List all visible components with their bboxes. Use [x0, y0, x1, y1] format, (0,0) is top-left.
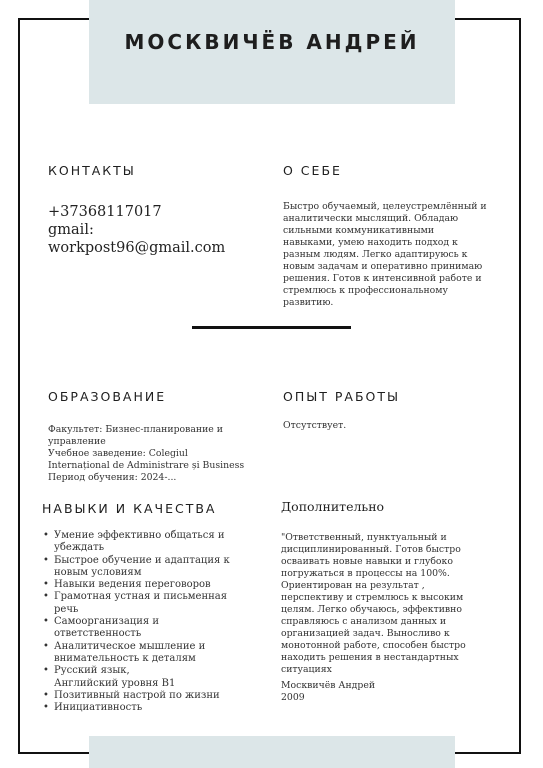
additional-line: находить решения в нестандартных	[281, 652, 459, 663]
additional-line: "Ответственный, пунктуальный и	[281, 532, 447, 543]
additional-line: монотонной работе, способен быстро	[281, 640, 466, 651]
education-heading: ОБРАЗОВАНИЕ	[48, 389, 167, 404]
skill-item: • Грамотная устная и письменная речь	[42, 591, 250, 616]
about-line: решения. Готов к интенсивной работе и	[283, 273, 482, 284]
email-label: gmail:	[48, 222, 94, 238]
education-line: Факультет: Бизнес-планирование и	[48, 424, 223, 435]
skill-item: • Аналитическое мышление и внимательность к деталям	[42, 641, 250, 666]
skill-item: • Самоорганизация и ответственность	[42, 616, 250, 641]
resume-name: МОСКВИЧЁВ АНДРЕЙ	[124, 30, 420, 54]
signature-name: Москвичёв Андрей	[281, 680, 376, 691]
skill-item: • Позитивный настрой по жизни	[42, 690, 250, 702]
contacts-heading: КОНТАКТЫ	[48, 163, 136, 178]
about-line: Быстро обучаемый, целеустремлённый и	[283, 201, 487, 212]
education-line: Internațional de Administrare și Business	[48, 460, 245, 471]
phone-number: +37368117017	[48, 204, 162, 220]
skill-item: • Умение эффективно общаться и убеждать	[42, 530, 250, 555]
about-text	[283, 201, 513, 309]
additional-heading: Дополнительно	[281, 499, 385, 514]
additional-line: перспективу и стремлюсь к высоким	[281, 592, 464, 603]
additional-line: справляюсь с анализом данных и	[281, 616, 447, 627]
additional-line: Ориентирован на результат ,	[281, 580, 425, 591]
skills-list	[42, 530, 250, 714]
about-heading: О СЕБЕ	[283, 163, 342, 178]
about-line: новым задачам и оперативно принимаю	[283, 261, 483, 272]
additional-line: ситуациях	[281, 664, 332, 675]
about-line: разным людям. Легко адаптируюсь к	[283, 249, 468, 260]
skills-heading: НАВЫКИ И КАЧЕСТВА	[42, 501, 217, 516]
email-address: workpost96@gmail.com	[48, 240, 226, 256]
skill-item: • Навыки ведения переговоров	[42, 579, 250, 591]
signature-block	[281, 680, 481, 704]
additional-text	[281, 532, 506, 676]
education-line: Учебное заведение: Colegiul	[48, 448, 188, 459]
about-line: развитию.	[283, 297, 334, 308]
additional-line: дисциплинированный. Готов быстро	[281, 544, 461, 555]
education-line: Период обучения: 2024-...	[48, 472, 177, 483]
skill-item: • Инициативность	[42, 702, 250, 714]
skill-item: • Русский язык, Английский уровня B1	[42, 665, 250, 690]
section-divider	[192, 326, 351, 329]
additional-line: организацией задач. Выносливо к	[281, 628, 450, 639]
experience-heading: ОПЫТ РАБОТЫ	[283, 389, 401, 404]
about-line: сильными коммуникативными	[283, 225, 435, 236]
additional-line: осваивать новые навыки и глубоко	[281, 556, 453, 567]
about-line: навыками, умею находить подход к	[283, 237, 458, 248]
signature-year: 2009	[281, 692, 305, 703]
education-line: управление	[48, 436, 106, 447]
education-text	[48, 424, 273, 484]
skill-item: • Быстрое обучение и адаптация к новым условиям	[42, 555, 250, 580]
additional-line: целям. Легко обучаюсь, эффективно	[281, 604, 462, 615]
contacts-block	[48, 203, 268, 257]
experience-text: Отсутствует.	[283, 420, 347, 431]
about-line: стремлюсь к профессиональному	[283, 285, 448, 296]
about-line: аналитически мыслящий. Обладаю	[283, 213, 459, 224]
additional-line: погружаться в процессы на 100%.	[281, 568, 450, 579]
footer-band	[89, 736, 455, 768]
